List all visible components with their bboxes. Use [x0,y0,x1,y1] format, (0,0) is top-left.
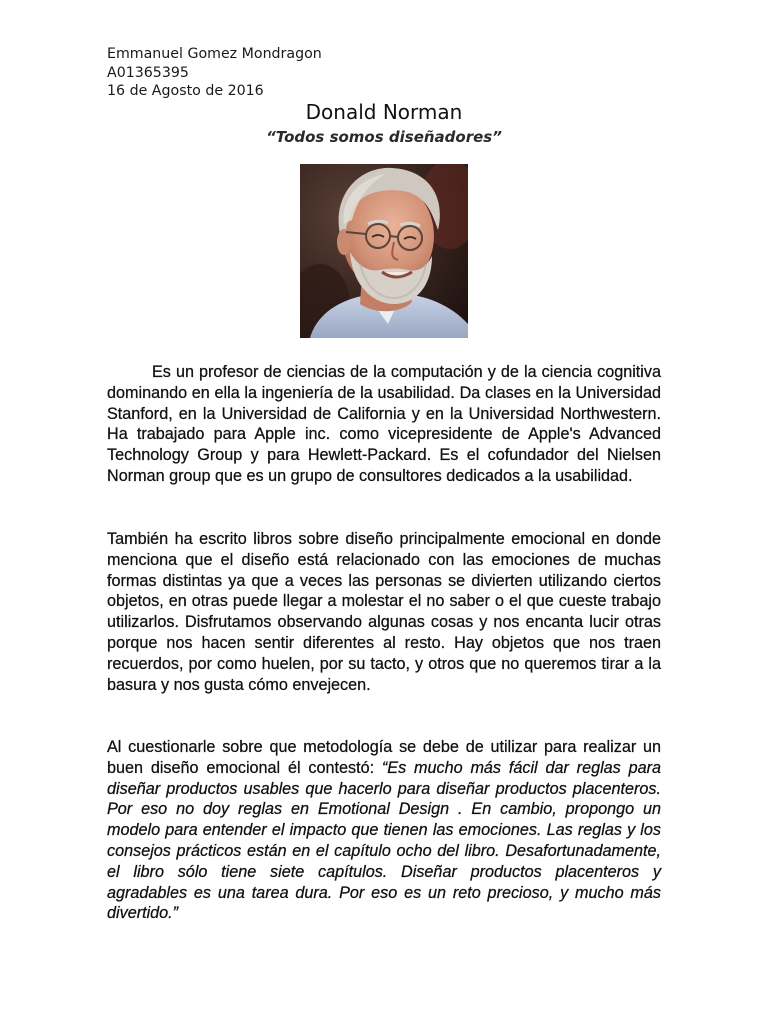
paragraph-emotional-design: También ha escrito libros sobre diseño principalmente emocional en donde menciona que el diseño está relacionado con las emociones de muchas formas distintas ya que a veces las personas se divierten utilizando ciertos objetos, en otras puede llegar a molestar el no saber o el que cueste trabajo utilizarlos. Disfrutamos observando algunas cosas y nos encanta lucir otras porque nos hacen sentir diferentes al resto. Hay objetos que nos traen recuerdos, por como huelen, por su tacto, y otros que no queremos tirar a la basura y nos gusta cómo envejecen. [107,530,661,694]
paragraph-methodology-quote: “Es mucho más fácil dar reglas para diseñar productos usables que hacerlo para diseñar productos placenteros. Por eso no doy reglas en Emotional Design . En cambio, propongo un modelo para entender el impacto que tienen las emociones. Las reglas y los consejos prácticos están en el capítulo ocho del libro. Desafortunadamente, el libro sólo tiene siete capítulos. Diseñar productos placenteros y agradables es una tarea dura. Por eso es un reto precioso, y mucho más divertido.” [107,758,661,923]
document-date: 16 de Agosto de 2016 [107,83,264,100]
portrait-photo-icon [300,164,468,338]
author-info [107,45,322,101]
student-id: A01365395 [107,64,189,81]
document-subtitle: “Todos somos diseñadores” [266,128,502,146]
author-name: Emmanuel Gomez Mondragon [107,46,322,62]
paragraph-methodology [107,737,661,924]
document-title: Donald Norman [305,100,463,124]
paragraph-methodology-intro: Al cuestionarle sobre que metodología se debe de utilizar para realizar un buen diseño emocional él contestó: [107,738,661,777]
paragraph-biography: Es un profesor de ciencias de la computación y de la ciencia cognitiva dominando en ella la ingeniería de la usabilidad. Da clases en la Universidad Stanford, en la Universidad de California y en la Universidad Northwestern. Ha trabajado para Apple inc. como vicepresidente de Apple's Advanced Technology Group y para Hewlett-Packard. Es el cofundador del Nielsen Norman group que es un grupo de consultores dedicados a la usabilidad. [107,363,661,485]
portrait-photo [300,164,468,338]
